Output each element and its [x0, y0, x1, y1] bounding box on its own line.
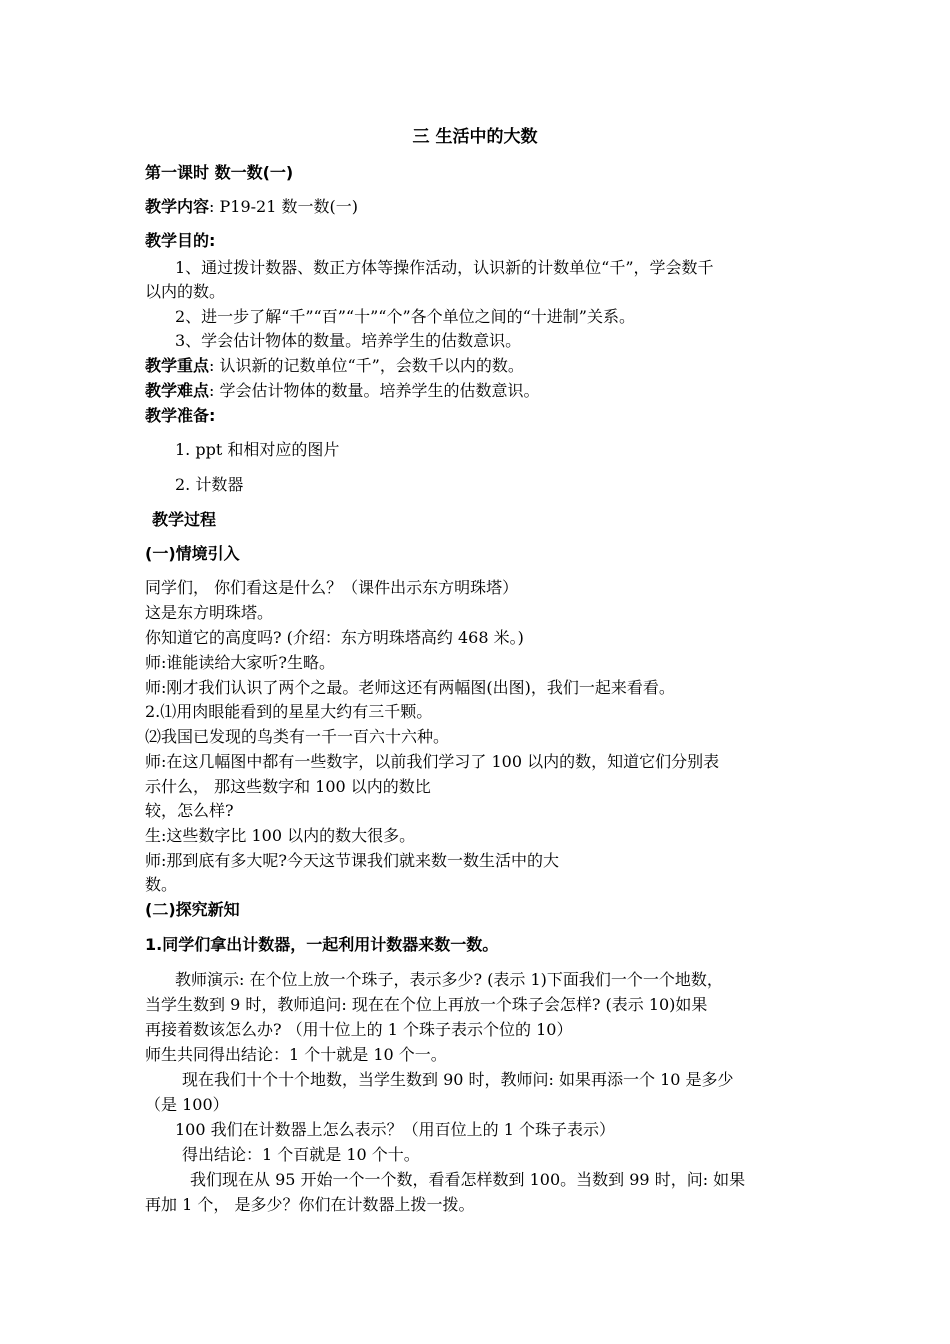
key-point [145, 356, 524, 376]
difficulty-point [145, 381, 540, 401]
para-q1: 教师演示: 在个位上放一个珠子，表示多少? (表示 1)下面我们一个一个地数， [175, 970, 723, 989]
prep-item-1: 1. ppt 和相对应的图片 [175, 440, 340, 459]
para-4: 师:谁能读给大家听?生略。 [145, 653, 335, 672]
section-1-heading: (一)情境引入 [145, 544, 240, 563]
goal-3: 3、学会估计物体的数量。培养学生的估数意识。 [175, 331, 522, 350]
para-q9: 我们现在从 95 开始一个一个数，看看怎样数到 100。当数到 99 时，问: 如果 [190, 1170, 746, 1189]
para-12: 师:那到底有多大呢?今天这节课我们就来数一数生活中的大 [145, 851, 559, 870]
process-heading: 教学过程 [152, 510, 217, 529]
prep-label: 教学准备: [145, 406, 216, 425]
para-5: 师:刚才我们认识了两个之最。老师这还有两幅图(出图)，我们一起来看看。 [145, 678, 675, 697]
para-3: 你知道它的高度吗? (介绍：东方明珠塔高约 468 米。) [145, 628, 524, 647]
prep-item-2: 2. 计数器 [175, 475, 244, 494]
para-1: 同学们， 你们看这是什么？（课件出示东方明珠塔） [145, 578, 519, 597]
goal-1a: 1、通过拨计数器、数正方体等操作活动，认识新的计数单位“千”，学会数千 [175, 258, 714, 277]
para-q6: （是 100） [145, 1095, 229, 1114]
para-q8: 得出结论：1 个百就是 10 个十。 [182, 1145, 420, 1164]
para-10: 较，怎么样? [145, 801, 234, 820]
goal-2: 2、进一步了解“千”“百”“十”“个”各个单位之间的“十进制”关系。 [175, 307, 635, 326]
para-7: ⑵我国已发现的鸟类有一千一百六十六种。 [145, 727, 450, 746]
teaching-content [145, 197, 358, 217]
para-q2: 当学生数到 9 时，教师追问: 现在在个位上再放一个珠子会怎样? (表示 10)如果 [145, 995, 708, 1014]
para-q7: 100 我们在计数器上怎么表示？（用百位上的 1 个珠子表示） [175, 1120, 615, 1139]
para-9: 示什么， 那这些数字和 100 以内的数比 [145, 777, 431, 796]
key-label: 教学重点 [145, 356, 210, 375]
goal-1b: 以内的数。 [145, 282, 226, 301]
subsection-1-heading: 1.同学们拿出计数器，一起利用计数器来数一数。 [145, 935, 499, 954]
para-q3: 再接着数该怎么办? （用十位上的 1 个珠子表示个位的 10） [145, 1020, 573, 1039]
difficulty-text: : 学会估计物体的数量。培养学生的估数意识。 [209, 381, 540, 400]
para-q10: 再加 1 个， 是多少？你们在计数器上拨一拨。 [145, 1195, 475, 1214]
section-2-heading: (二)探究新知 [145, 900, 240, 919]
goals-label: 教学目的: [145, 231, 216, 250]
key-text: : 认识新的记数单位“千”，会数千以内的数。 [209, 356, 524, 375]
para-2: 这是东方明珠塔。 [145, 603, 274, 622]
para-8: 师:在这几幅图中都有一些数字，以前我们学习了 100 以内的数，知道它们分别表 [145, 752, 720, 771]
content-text: : P19-21 数一数(一) [209, 197, 358, 216]
difficulty-label: 教学难点 [145, 381, 210, 400]
para-q4: 师生共同得出结论：1 个十就是 10 个一。 [145, 1045, 447, 1064]
lesson-heading: 第一课时 数一数(一) [145, 163, 294, 182]
para-q5: 现在我们十个十个地数，当学生数到 90 时，教师问: 如果再添一个 10 是多少 [182, 1070, 734, 1089]
doc-title: 三 生活中的大数 [412, 127, 538, 147]
para-11: 生:这些数字比 100 以内的数大很多。 [145, 826, 416, 845]
para-13: 数。 [145, 875, 178, 894]
content-label: 教学内容 [145, 197, 210, 216]
para-6: 2.⑴用肉眼能看到的星星大约有三千颗。 [145, 702, 433, 721]
